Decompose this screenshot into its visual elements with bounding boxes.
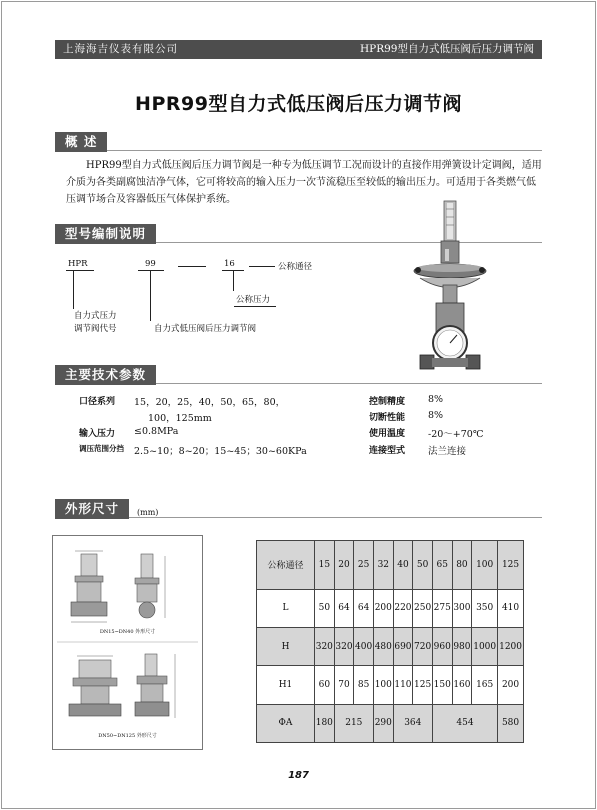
table-cell: 1200 (498, 628, 524, 666)
table-cell: 150 (432, 666, 452, 704)
spec-shutoff-label: 切断性能 (369, 413, 406, 423)
table-cell: 410 (498, 589, 524, 627)
table-cell: 100 (373, 666, 393, 704)
dn-label: 公称通径 (278, 262, 313, 272)
section-dimensions-label: 外形尺寸 (55, 499, 129, 519)
table-cell: 215 (334, 704, 373, 742)
table-header-cell: 100 (472, 541, 498, 590)
drawing-caption-2: DN50~DN125 外形尺寸 (98, 733, 157, 739)
table-cell: 320 (315, 628, 335, 666)
table-cell: 250 (413, 589, 433, 627)
table-cell: H (257, 628, 315, 666)
spec-input-pressure-label: 输入压力 (79, 429, 116, 439)
spec-temperature-value: -20～+70℃ (428, 429, 484, 440)
table-cell: 454 (432, 704, 497, 742)
pn-label: 公称压力 (236, 295, 271, 305)
spec-connection-label: 连接型式 (369, 446, 406, 456)
spec-accuracy-value: 8% (428, 394, 444, 405)
code-desc-line1: 自力式压力 (74, 311, 117, 321)
model-code-hpr: HPR (68, 259, 88, 269)
table-cell: 110 (393, 666, 413, 704)
table-cell: ΦA (257, 704, 315, 742)
table-cell: 320 (334, 628, 354, 666)
table-cell: 70 (334, 666, 354, 704)
table-row-phiA (257, 704, 524, 742)
table-header-row (257, 541, 524, 590)
table-header-cell: 40 (393, 541, 413, 590)
table-header-cell: 公称通径 (257, 541, 315, 590)
table-cell: 720 (413, 628, 433, 666)
table-cell: 690 (393, 628, 413, 666)
table-cell: 125 (413, 666, 433, 704)
table-cell: 64 (334, 589, 354, 627)
model-code-99: 99 (145, 259, 156, 269)
header-product-title: HPR99型自力式低压阀后压力调节阀 (360, 43, 534, 55)
table-cell: L (257, 589, 315, 627)
table-row-L (257, 589, 524, 627)
header-bar (55, 40, 542, 59)
table-header-cell: 25 (354, 541, 374, 590)
drawing-caption-1: DN15~DN40 外形尺寸 (99, 629, 156, 635)
table-cell: 580 (498, 704, 524, 742)
table-header-cell: 15 (315, 541, 335, 590)
section-overview-label: 概 述 (55, 132, 107, 152)
table-cell: 960 (432, 628, 452, 666)
spec-caliber-value-2: 100，125mm (148, 413, 212, 424)
table-cell: 165 (472, 666, 498, 704)
outline-drawing (53, 536, 202, 749)
table-header-cell: 50 (413, 541, 433, 590)
table-cell: 50 (315, 589, 335, 627)
spec-range-label: 调压范围分挡 (79, 444, 124, 453)
dimension-unit: (mm) (137, 508, 159, 517)
bracket-line (150, 271, 151, 321)
page-title: HPR99型自力式低压阀后压力调节阀 (135, 93, 462, 115)
table-header-cell: 125 (498, 541, 524, 590)
underline (66, 270, 94, 271)
table-cell: 200 (373, 589, 393, 627)
underline (138, 270, 164, 271)
table-cell: 64 (354, 589, 374, 627)
table-cell: 275 (432, 589, 452, 627)
table-cell: H1 (257, 666, 315, 704)
overview-paragraph: HPR99型自力式低压阀后压力调节阀是一种专为低压调节工况而设计的直接作用弹簧设计定调阀，适用介质为各类副腐蚀洁净气体，它可将较高的输入压力一次节流稳压至较低的输出压力。可适用于各类燃气低压调节场合及容器低压气体保护系统。 (66, 160, 542, 205)
spec-input-pressure-value: ≤0.8MPa (134, 426, 179, 437)
table-cell: 1000 (472, 628, 498, 666)
table-cell: 200 (498, 666, 524, 704)
table-cell: 480 (373, 628, 393, 666)
valve-product-photo (410, 193, 490, 373)
section-model-label: 型号编制说明 (55, 224, 156, 244)
table-header-cell: 32 (373, 541, 393, 590)
connector-line (178, 266, 206, 267)
dimension-table (256, 540, 524, 743)
company-name: 上海海吉仪表有限公司 (63, 43, 178, 55)
table-cell: 180 (315, 704, 335, 742)
table-header-cell: 80 (452, 541, 472, 590)
spec-connection-value: 法兰连接 (428, 446, 467, 457)
spec-temperature-label: 使用温度 (369, 429, 406, 439)
table-cell: 350 (472, 589, 498, 627)
bracket-line (233, 271, 234, 291)
section-divider (55, 150, 542, 151)
table-cell: 980 (452, 628, 472, 666)
code-desc-line2: 调节阀代号 (74, 324, 117, 334)
spec-caliber-label: 口径系列 (79, 397, 116, 407)
table-cell: 85 (354, 666, 374, 704)
table-header-cell: 20 (334, 541, 354, 590)
model-code-16: 16 (224, 259, 235, 269)
type-desc: 自力式低压阀后压力调节阀 (154, 324, 257, 334)
section-specs-label: 主要技术参数 (55, 365, 156, 385)
table-cell: 160 (452, 666, 472, 704)
table-cell: 300 (452, 589, 472, 627)
table-cell: 400 (354, 628, 374, 666)
table-cell: 220 (393, 589, 413, 627)
spec-range-value: 2.5~10；8~20；15~45；30~60KPa (134, 446, 307, 457)
spec-caliber-value: 15，20，25，40，50，65，80， (134, 397, 286, 408)
underline (234, 306, 276, 307)
dimension-drawings (52, 535, 203, 750)
bracket-line (73, 271, 74, 309)
page-number: 187 (288, 770, 309, 781)
table-cell: 290 (373, 704, 393, 742)
table-cell: 60 (315, 666, 335, 704)
table-header-cell: 65 (432, 541, 452, 590)
table-row-H (257, 628, 524, 666)
spec-shutoff-value: 8% (428, 410, 444, 421)
spec-accuracy-label: 控制精度 (369, 397, 406, 407)
connector-line (249, 266, 275, 267)
table-row-H1 (257, 666, 524, 704)
table-cell: 364 (393, 704, 432, 742)
